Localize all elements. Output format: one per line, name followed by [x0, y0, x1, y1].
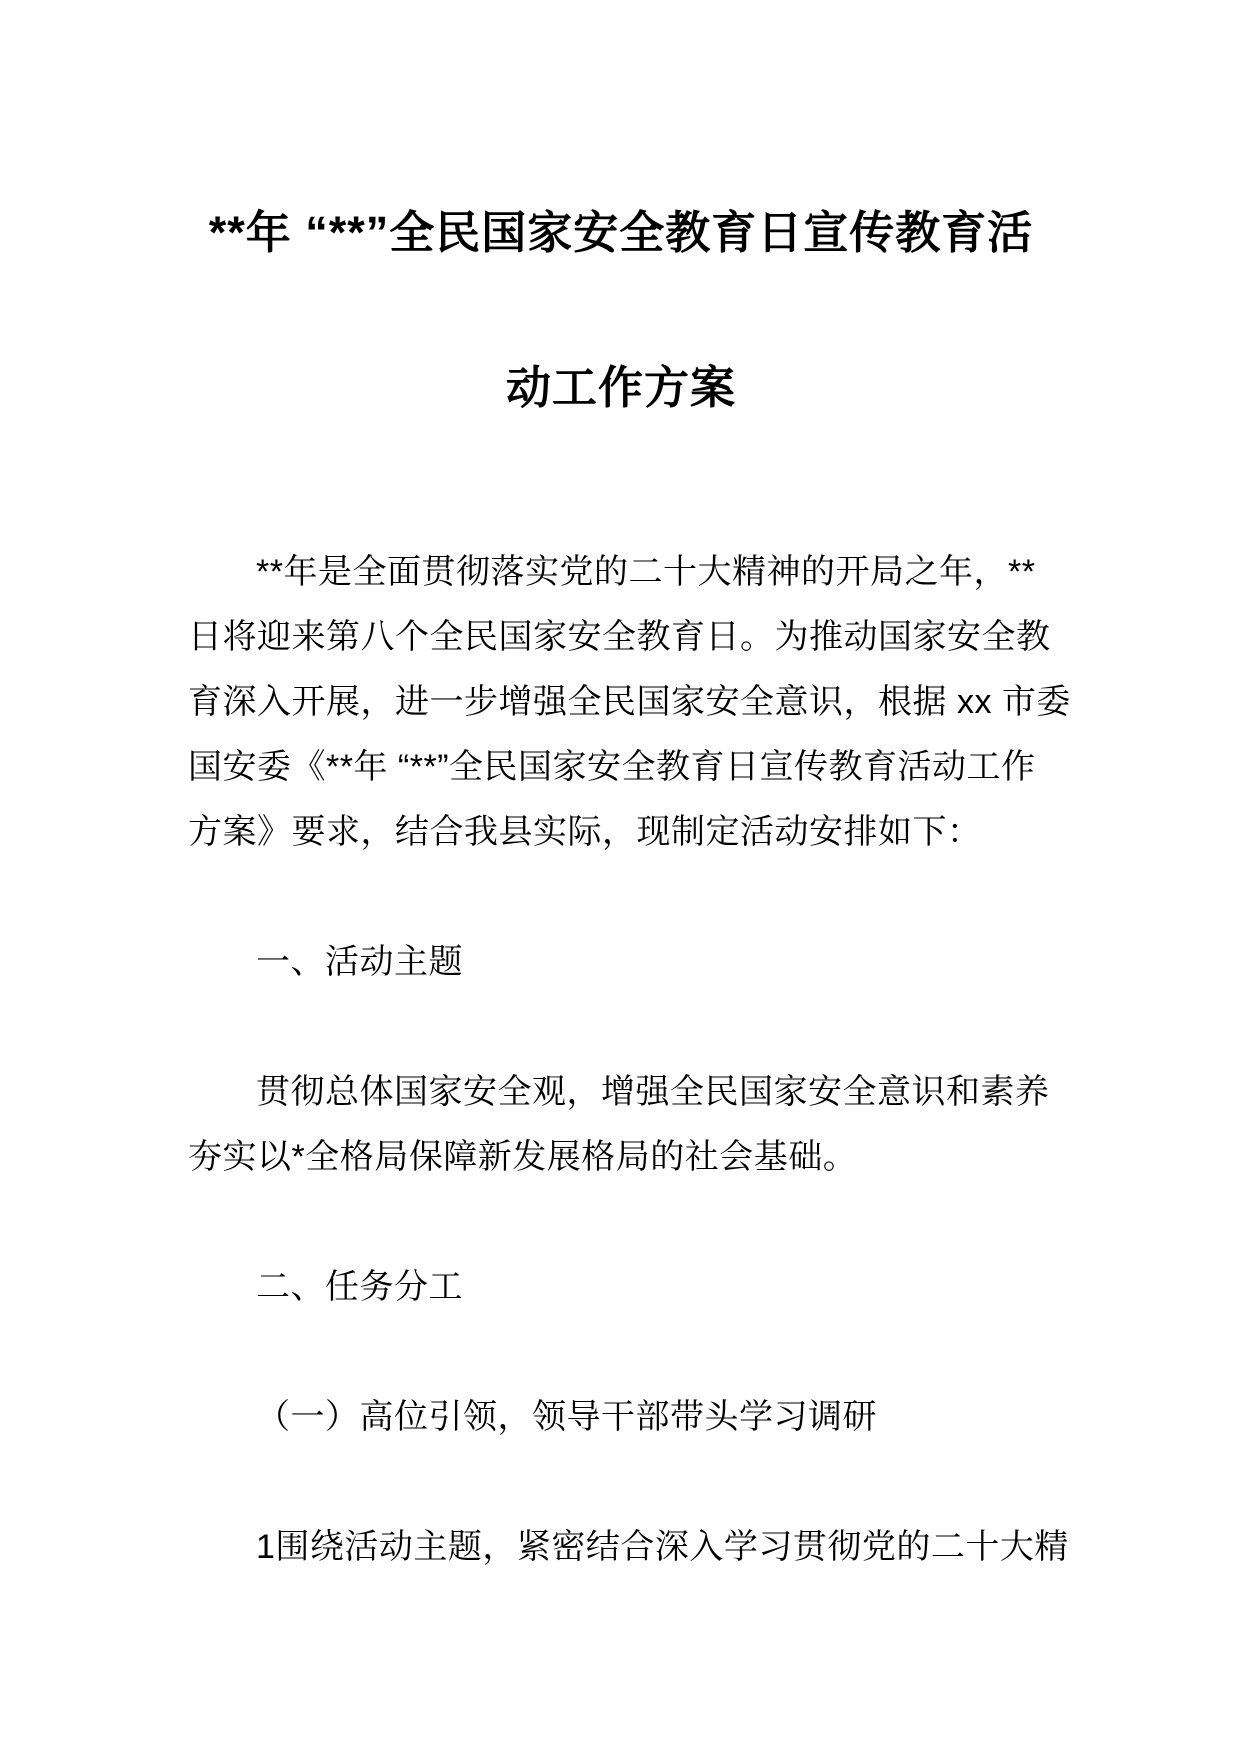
- paragraph-line: 夯实以*全格局保障新发展格局的社会基础。: [188, 1138, 858, 1176]
- paragraph-line: 日将迎来第八个全民国家安全教育日。为推动国家安全教: [188, 618, 1051, 656]
- paragraph-line: 贯彻总体国家安全观，增强全民国家安全意识和素养: [256, 1073, 1050, 1111]
- paragraph-line: 育深入开展，进一步增强全民国家安全意识，根据 xx 市委: [188, 683, 1071, 721]
- paragraph-line: **年是全面贯彻落实党的二十大精神的开局之年，**: [256, 553, 1036, 591]
- paragraph: [188, 1515, 1069, 1580]
- document-body: [188, 540, 1071, 1580]
- paragraph-line: 国安委《**年 “**”全民国家安全教育日宣传教育活动工作: [188, 748, 1036, 786]
- paragraph-line: 1围绕活动主题，紧密结合深入学习贯彻党的二十大精: [256, 1528, 1069, 1566]
- heading: [188, 1255, 1054, 1320]
- heading: [188, 930, 1054, 995]
- subheading: [188, 1385, 1054, 1450]
- title-line-2: 动工作方案: [505, 362, 736, 413]
- heading-line: 二、任务分工: [256, 1268, 463, 1306]
- heading-line: 一、活动主题: [256, 943, 463, 981]
- paragraph: [188, 1060, 1054, 1190]
- paragraph-line: 方案》要求，结合我县实际，现制定活动安排如下：: [188, 813, 982, 851]
- title-line-1: **年 “**”全民国家安全教育日宣传教育活: [208, 207, 1034, 258]
- subheading-line: （一）高位引领，领导干部带头学习调研: [256, 1398, 877, 1436]
- document-title: [188, 155, 1054, 465]
- paragraph: [188, 540, 1071, 865]
